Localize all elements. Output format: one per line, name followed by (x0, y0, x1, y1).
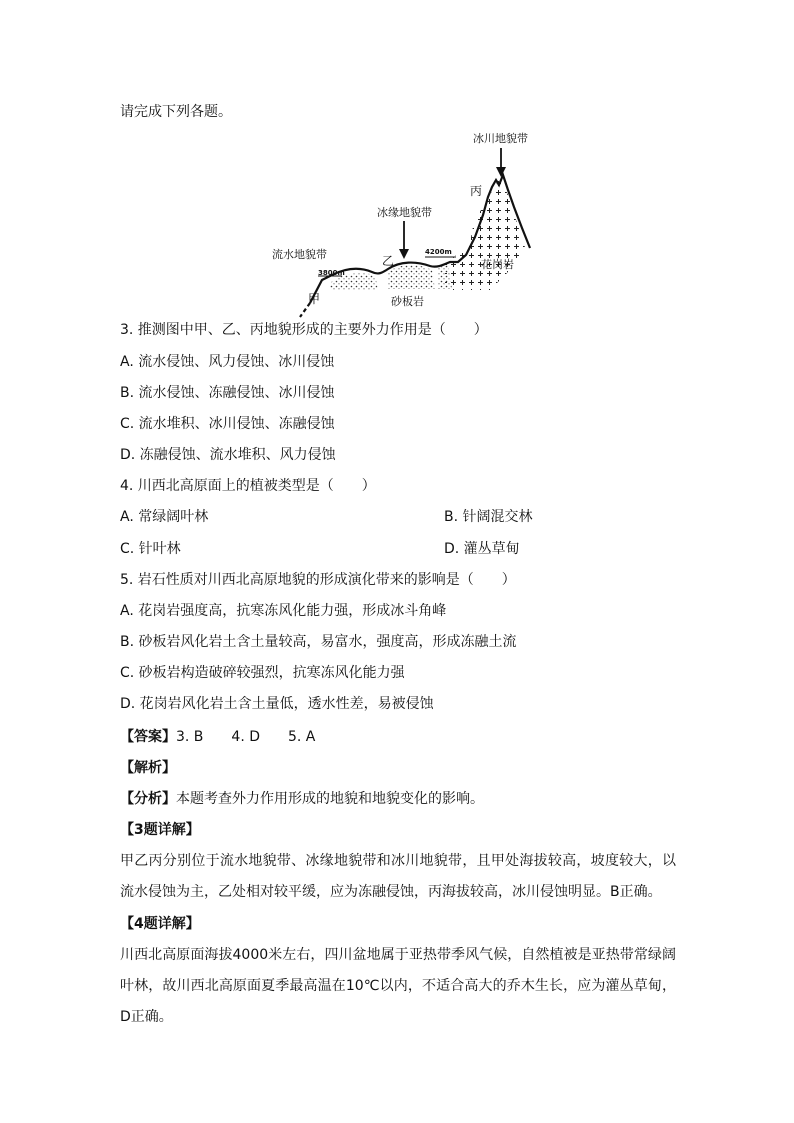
q5-option-c: C. 砂板岩构造破碎较强烈，抗寒冻风化能力强 (120, 665, 405, 681)
granite-body (445, 177, 525, 290)
label-periglacial: 冰缘地貌带 (377, 206, 432, 219)
q3-option-a: A. 流水侵蚀、风力侵蚀、冰川侵蚀 (120, 354, 335, 370)
label-granite: 花岗岩 (481, 258, 514, 271)
q3-option-b: B. 流水侵蚀、冻融侵蚀、冰川侵蚀 (120, 385, 335, 401)
answer-text: 3. B 4. D 5. A (176, 729, 316, 745)
sandslate-body-mid (388, 265, 435, 289)
landform-profile-diagram (260, 125, 550, 320)
q4-option-c: C. 针叶林 (120, 541, 181, 557)
analysis-label: 【解析】 (120, 760, 176, 776)
q3-option-c: C. 流水堆积、冰川侵蚀、冻融侵蚀 (120, 416, 335, 432)
q5-option-a: A. 花岗岩强度高，抗寒冻风化能力强，形成冰斗角峰 (120, 603, 447, 619)
q3-option-d: D. 冻融侵蚀、流水堆积、风力侵蚀 (120, 447, 336, 463)
q4-option-d: D. 灌丛草甸 (444, 541, 520, 557)
q5-option-d: D. 花岗岩风化岩土含土量低，透水性差，易被侵蚀 (120, 696, 434, 712)
q3-stem: 3. 推测图中甲、乙、丙地貌形成的主要外力作用是（ ） (120, 322, 488, 338)
q5-option-b: B. 砂板岩风化岩土含土量较高，易富水，强度高，形成冻融土流 (120, 634, 517, 650)
fenxi-line (120, 789, 484, 809)
q5-stem: 5. 岩石性质对川西北高原地貌的形成演化带来的影响是（ ） (120, 572, 516, 588)
detail4-text: 川西北高原面海拔4000米左右，四川盆地属于亚热带季风气候，自然植被是亚热带常绿阔叶林，故川西北高原面夏季最高温在10℃以内，不适合高大的乔木生长，应为灌丛草甸，D正确。 (120, 947, 676, 1025)
label-fluvial: 流水地貌带 (272, 248, 327, 261)
fenxi-text: 本题考查外力作用形成的地貌和地貌变化的影响。 (176, 791, 484, 807)
label-jia: 甲 (308, 292, 321, 306)
answer-label: 【答案】 (120, 729, 176, 745)
label-3800: 3800m (318, 269, 345, 277)
label-sandslate: 砂板岩 (391, 295, 424, 308)
q4-option-b: B. 针阔混交林 (444, 509, 533, 525)
label-bing: 丙 (470, 184, 483, 198)
detail3-label: 【3题详解】 (120, 822, 200, 838)
label-yi: 乙 (382, 254, 395, 268)
detail4-label: 【4题详解】 (120, 916, 200, 932)
label-4200: 4200m (425, 248, 452, 256)
detail3-text: 甲乙丙分别位于流水地貌带、冰缘地貌带和冰川地貌带，且甲处海拔较高，坡度较大，以流水侵蚀为主，乙处相对较平缓，应为冻融侵蚀，丙海拔较高，冰川侵蚀明显。B正确。 (120, 853, 676, 900)
intro-text: 请完成下列各题。 (120, 104, 232, 120)
q4-option-a: A. 常绿阔叶林 (120, 509, 209, 525)
q4-stem: 4. 川西北高原面上的植被类型是（ ） (120, 478, 376, 494)
fenxi-label: 【分析】 (120, 791, 176, 807)
answer-line (120, 727, 315, 747)
label-glacier: 冰川地貌带 (473, 132, 528, 145)
